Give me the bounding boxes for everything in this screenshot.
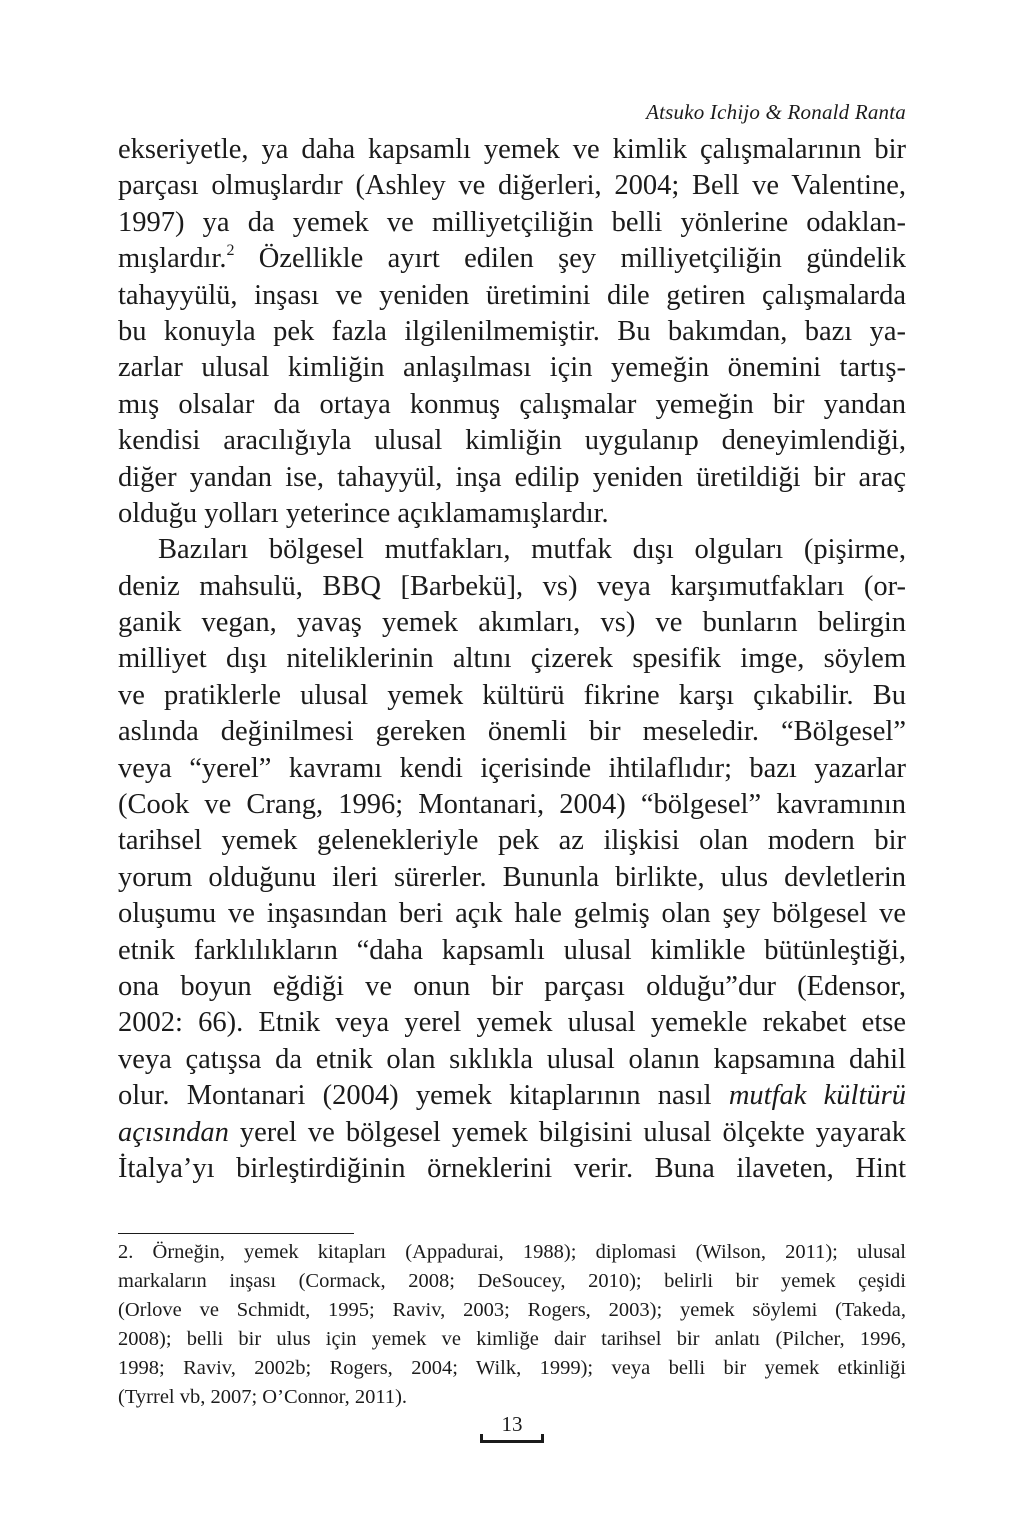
text-line: Bazıları bölgesel mutfakları, mutfak dışı olguları (pişirme,	[158, 534, 906, 566]
footnote-separator	[118, 1233, 354, 1234]
text-line: ganik vegan, yavaş yemek akımları, vs) ve bunların belirgin	[118, 607, 906, 639]
page-number-rule	[480, 1440, 544, 1443]
footnote-marker: 2	[226, 242, 235, 260]
text-line: olduğu yolları yeterince açıklamamışlardır.	[118, 497, 609, 529]
footnote-line: 1998; Raviv, 2002b; Rogers, 2004; Wilk, 1999); veya belli bir yemek etkinliği	[118, 1357, 906, 1379]
text-line: deniz mahsulü, BBQ [Barbekü], vs) veya karşımutfakları (or-	[118, 570, 906, 602]
text-line	[118, 1078, 906, 1114]
text-line: yorum olduğunu ileri sürerler. Bununla birlikte, ulus devletlerin	[118, 861, 906, 893]
text-line: 2002: 66). Etnik veya yerel yemek ulusal yemekle rekabet etse	[118, 1007, 906, 1039]
footnote	[118, 1238, 906, 1412]
text-line: veya çatışsa da etnik olan sıklıkla ulusal olanın kapsamına dahil	[118, 1043, 906, 1075]
italic-term: açısından	[118, 1116, 229, 1148]
text-line: mış olsalar da ortaya konmuş çalışmalar yemeğin bir yandan	[118, 388, 906, 420]
text-line: bu konuyla pek fazla ilgilenilmemiştir. Bu bakımdan, bazı ya-	[118, 315, 906, 347]
text-line: oluşumu ve inşasından beri açık hale gelmiş olan şey bölgesel ve	[118, 898, 906, 930]
text-line: tahayyülü, inşası ve yeniden üretimini dile getiren çalışmalarda	[118, 279, 906, 311]
text-line: ve pratiklerle ulusal yemek kültürü fikrine karşı çıkabilir. Bu	[118, 679, 906, 711]
footnote-line: 2. Örneğin, yemek kitapları (Appadurai, 1988); diplomasi (Wilson, 2011); ulusal	[118, 1241, 906, 1263]
text-segment: yerel ve bölgesel yemek bilgisini ulusal ölçekte yayarak	[228, 1116, 906, 1148]
body-text	[118, 132, 906, 1187]
text-line: parçası olmuşlardır (Ashley ve diğerleri, 2004; Bell ve Valentine,	[118, 170, 906, 202]
footnote-line: (Tyrrel vb, 2007; O’Connor, 2011).	[118, 1386, 408, 1408]
page-number: 13	[501, 1412, 523, 1436]
text-line: kendisi aracılığıyla ulusal kimliğin uygulanıp deneyimlendiği,	[118, 425, 906, 457]
text-line: zarlar ulusal kimliğin anlaşılması için yemeğin önemini tartış-	[118, 352, 906, 384]
running-header: Atsuko Ichijo & Ronald Ranta	[646, 100, 906, 124]
text-line	[118, 1115, 906, 1151]
text-segment: Özellikle ayırt edilen şey milliyetçiliğin gündelik	[234, 243, 906, 275]
page-number-block	[478, 1410, 546, 1460]
text-line: diğer yandan ise, tahayyül, inşa edilip yeniden üretildiği bir araç	[118, 461, 906, 493]
text-line: ona boyun eğdiği ve onun bir parçası olduğu”dur (Edensor,	[118, 970, 906, 1002]
italic-term: mutfak kültürü	[728, 1080, 906, 1112]
footnote-line: markaların inşası (Cormack, 2008; DeSoucey, 2010); belirli bir yemek çeşidi	[118, 1270, 906, 1292]
text-line: ekseriyetle, ya daha kapsamlı yemek ve kimlik çalışmalarının bir	[118, 134, 906, 165]
text-line: aslında değinilmesi gereken önemli bir meseledir. “Bölgesel”	[118, 716, 906, 748]
text-line	[118, 241, 906, 277]
text-line: milliyet dışı niteliklerinin altını çizerek spesifik imge, söylem	[118, 643, 906, 675]
text-segment: mışlardır.	[118, 243, 227, 275]
text-line: veya “yerel” kavramı kendi içerisinde ihtilaflıdır; bazı yazarlar	[118, 752, 906, 784]
text-line: etnik farklılıkların “daha kapsamlı ulusal kimlikle bütünleştiği,	[118, 934, 906, 966]
text-line: 1997) ya da yemek ve milliyetçiliğin belli yönlerine odaklan-	[118, 206, 906, 238]
text-line: tarihsel yemek gelenekleriyle pek az ilişkisi olan modern bir	[118, 825, 906, 857]
footnote-line: (Orlove ve Schmidt, 1995; Raviv, 2003; Rogers, 2003); yemek söylemi (Takeda,	[118, 1299, 906, 1321]
footnote-line: 2008); belli bir ulus için yemek ve kimliğe dair tarihsel bir anlatı (Pilcher, 1996,	[118, 1328, 906, 1350]
text-line: İtalya’yı birleştirdiğinin örneklerini verir. Buna ilaveten, Hint	[118, 1152, 906, 1184]
text-segment: olur. Montanari (2004) yemek kitaplarının nasıl	[118, 1080, 729, 1112]
text-line: (Cook ve Crang, 1996; Montanari, 2004) “bölgesel” kavramının	[118, 789, 906, 821]
